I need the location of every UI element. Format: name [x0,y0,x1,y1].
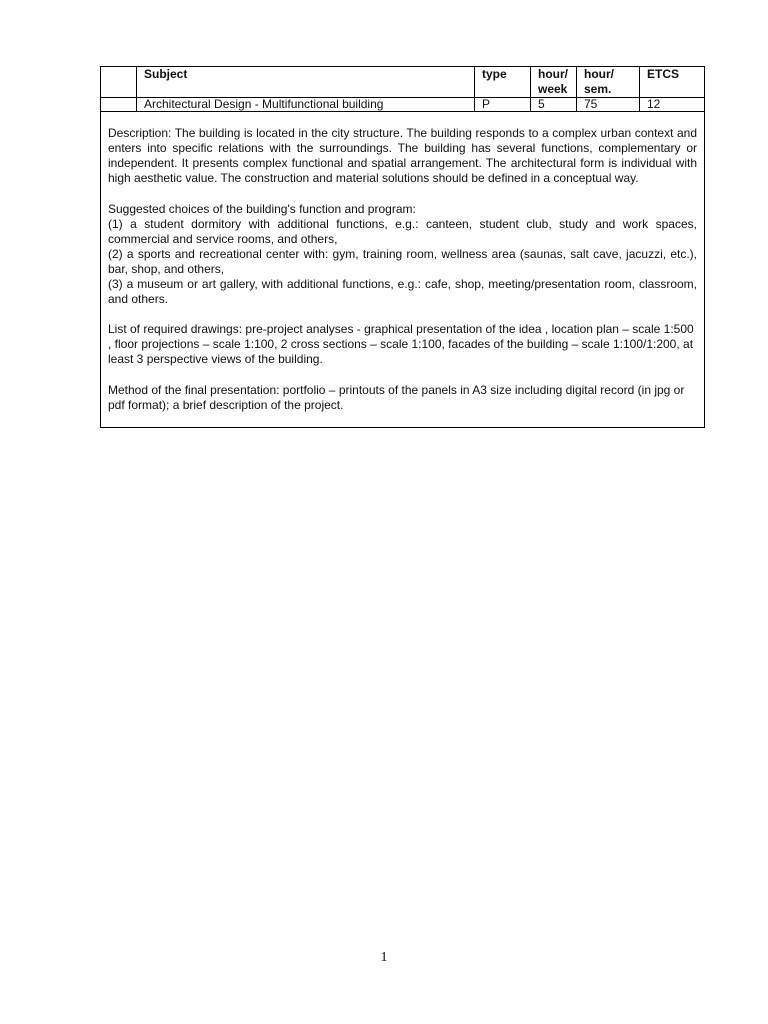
table-row [101,98,705,112]
header-type: type [475,67,531,98]
choice-2: (2) a sports and recreational center with: gym, training room, wellness area (saunas, salt cave, jacuzzi, etc.), bar, shop, and others, [108,246,697,276]
description-row [101,112,705,428]
header-etcs: ETCS [640,67,705,98]
drawings-paragraph: List of required drawings: pre-project analyses - graphical presentation of the idea , location plan – scale 1:500 , floor projections – scale 1:100, 2 cross sections – scale 1:100, facades of the building – scale 1:100/1:200, at least 3 perspective views of the building. [108,322,694,366]
description-cell [101,112,705,428]
choices-intro: Suggested choices of the building's function and program: [108,201,416,216]
course-table [100,66,705,428]
row-number-cell [101,98,137,112]
row-hour-week: 5 [531,98,577,112]
presentation-paragraph: Method of the final presentation: portfolio – printouts of the panels in A3 size including digital record (in jpg or pdf format); a brief description of the project. [108,382,685,412]
row-type: P [475,98,531,112]
choice-3: (3) a museum or art gallery, with additional functions, e.g.: cafe, shop, meeting/presentation room, classroom, and others. [108,276,697,306]
table-header-row [101,67,705,98]
page-number: 1 [380,950,388,965]
header-number-cell [101,67,137,98]
description-paragraph: Description: The building is located in the city structure. The building responds to a complex urban context and enters into specific relations with the surroundings. The building has several functions, complementary or independent. It presents complex functional and spatial arrangement. The architectural form is individual with high aesthetic value. The construction and material solutions should be defined in a conceptual way. [108,126,697,185]
header-subject: Subject [137,67,475,98]
header-hour-sem: hour/ sem. [577,67,640,98]
choices-paragraph [108,202,697,307]
row-hour-sem: 75 [577,98,640,112]
row-etcs: 12 [640,98,705,112]
row-subject: Architectural Design - Multifunctional building [137,98,475,112]
header-hour-week: hour/ week [531,67,577,98]
choice-1: (1) a student dormitory with additional functions, e.g.: canteen, student club, study and work spaces, commercial and service rooms, and others, [108,216,697,246]
